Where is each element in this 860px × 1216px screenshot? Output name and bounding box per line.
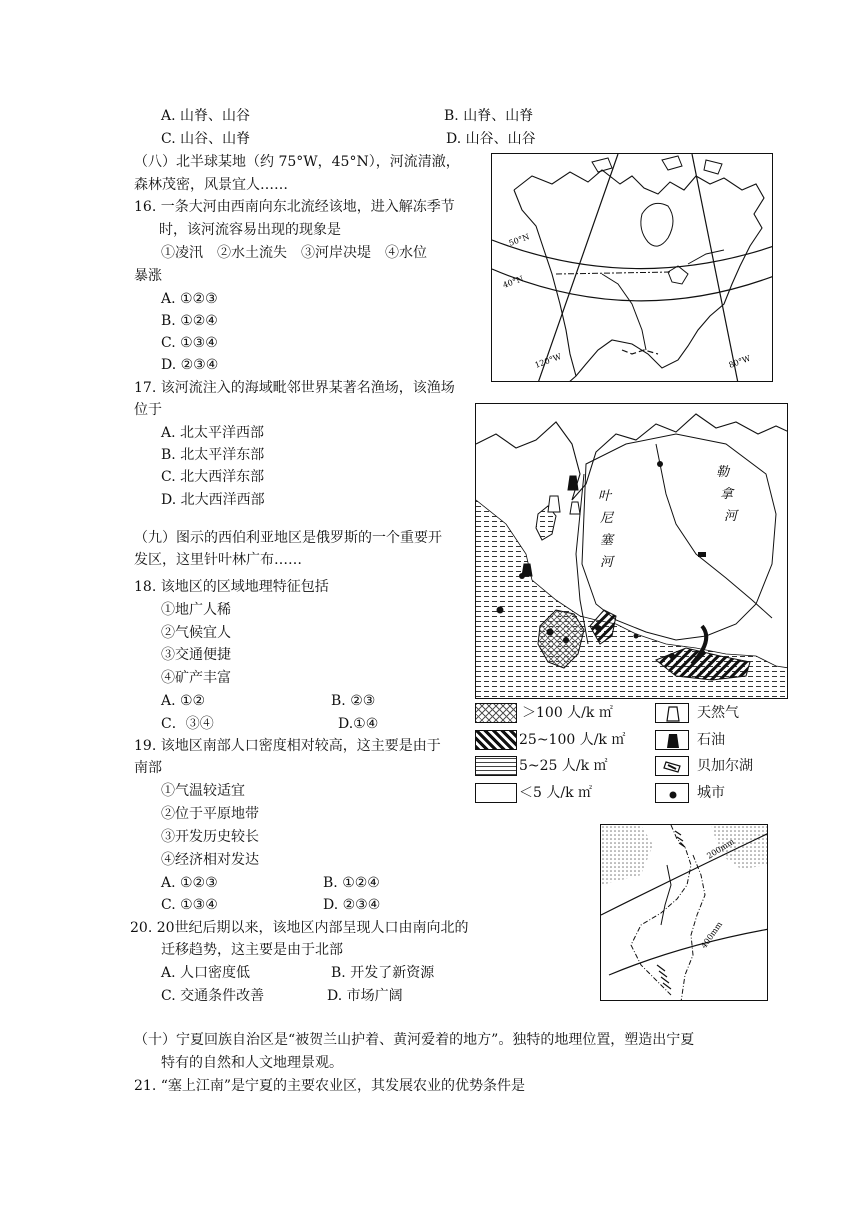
yenisei-label-1: 叶	[598, 489, 612, 504]
legend-over-100: ＞100 人/k ㎡	[522, 705, 613, 721]
q18-option-d: D.①④	[338, 716, 379, 732]
north-america-map-drawing	[492, 154, 773, 382]
q17-option-b: B. 北太平洋东部	[161, 447, 265, 463]
section8-intro: （八）北半球某地（约 75°W，45°N），河流清澈，	[134, 154, 460, 170]
option-a: A. 山脊、山谷	[161, 108, 251, 124]
lon-80-label: 80°W	[727, 353, 752, 370]
q16-option-b: B. ①②④	[161, 313, 218, 329]
legend-baikal-icon	[655, 756, 689, 776]
siberia-map	[475, 403, 788, 699]
q16-option-a: A. ①②③	[161, 291, 218, 307]
yenisei-label-2: 尼	[600, 511, 614, 526]
q16-items: ①凌汛 ②水土流失 ③河岸决堤 ④水位	[161, 245, 427, 261]
q16-stem-cont: 时，该河流容易出现的现象是	[159, 222, 341, 238]
section9-intro: （九）图示的西伯利亚地区是俄罗斯的一个重要开	[134, 530, 442, 546]
q19-item-4: ④经济相对发达	[161, 852, 259, 868]
lat-50-label: 50°N	[507, 232, 531, 248]
legend-gas: 天然气	[697, 705, 739, 721]
legend-5-25: 5~25 人/k ㎡	[519, 758, 608, 774]
option-b: B. 山脊、山脊	[444, 108, 534, 124]
legend-gas-icon	[655, 703, 689, 723]
section8-intro-cont: 森林茂密，风景宜人……	[134, 177, 288, 193]
legend-swatch-25-100	[475, 730, 517, 750]
q18-item-2: ②气候宜人	[161, 625, 231, 641]
ningxia-map	[600, 824, 768, 1001]
siberia-map-drawing	[476, 404, 788, 699]
q17-option-c: C. 北大西洋东部	[161, 469, 265, 485]
ningxia-map-drawing	[601, 825, 768, 1001]
q20-option-d: D. 市场广阔	[327, 988, 403, 1004]
isohyet-200-label: 200mm	[705, 836, 736, 861]
q16-stem: 16. 一条大河由西南向东北流经该地，进入解冻季节	[134, 199, 455, 215]
q17-stem: 17. 该河流注入的海域毗邻世界某著名渔场，该渔场	[134, 380, 455, 396]
legend-under-5: ＜5 人/k ㎡	[519, 785, 593, 801]
section10-intro: （十）宁夏回族自治区是“被贺兰山护着、黄河爱着的地方”。独特的地理位置，塑造出宁夏	[134, 1032, 695, 1048]
q20-option-b: B. 开发了新资源	[331, 965, 435, 981]
yenisei-name	[0, 0, 1, 1]
q20-option-c: C. 交通条件改善	[161, 988, 265, 1004]
q17-stem-cont: 位于	[134, 402, 162, 418]
legend-swatch-over-100	[475, 703, 517, 723]
q19-option-b: B. ①②④	[323, 875, 380, 891]
yenisei-label-4: 河	[600, 555, 614, 570]
q19-option-a: A. ①②③	[161, 875, 218, 891]
q20-stem-cont: 迁移趋势，这主要是由于北部	[161, 942, 343, 958]
q18-item-1: ①地广人稀	[161, 602, 231, 618]
q16-option-d: D. ②③④	[161, 357, 219, 373]
legend-oil-icon	[655, 730, 689, 750]
q18-option-c: C．③④	[161, 716, 214, 732]
q19-item-1: ①气温较适宜	[161, 783, 245, 799]
q19-item-3: ③开发历史较长	[161, 829, 259, 845]
lon-120-label: 120°W	[533, 352, 563, 370]
lena-label-2: 拿	[720, 487, 734, 502]
section9-intro-cont: 发区，这里针叶林广布……	[134, 552, 302, 568]
q19-item-2: ②位于平原地带	[161, 806, 259, 822]
q18-item-3: ③交通便捷	[161, 647, 231, 663]
lat-40-label: 40°N	[501, 274, 525, 290]
north-america-map	[491, 153, 773, 382]
legend-swatch-under-5	[475, 783, 517, 803]
q20-option-a: A. 人口密度低	[161, 965, 251, 981]
q18-option-a: A. ①②	[161, 693, 206, 709]
q21-stem: 21. “塞上江南”是宁夏的主要农业区，其发展农业的优势条件是	[134, 1078, 526, 1094]
q18-option-b: B. ②③	[331, 693, 376, 709]
q18-item-4: ④矿产丰富	[161, 670, 231, 686]
isohyet-400-label: 400mm	[699, 920, 725, 951]
legend-city-icon	[655, 783, 689, 803]
section10-intro-cont: 特有的自然和人文地理景观。	[161, 1055, 343, 1071]
lena-label-1: 勒	[716, 465, 730, 480]
yenisei-label-3: 塞	[600, 533, 614, 548]
q19-stem-cont: 南部	[134, 760, 162, 776]
q16-option-c: C. ①③④	[161, 335, 218, 351]
q17-option-a: A. 北太平洋西部	[161, 425, 265, 441]
legend-city: 城市	[697, 785, 725, 801]
q17-option-d: D. 北大西洋西部	[161, 492, 265, 508]
q19-stem: 19. 该地区南部人口密度相对较高，这主要是由于	[134, 738, 441, 754]
legend-baikal: 贝加尔湖	[697, 758, 753, 774]
q19-option-d: D. ②③④	[323, 897, 381, 913]
lena-label-3: 河	[724, 509, 738, 524]
option-d: D. 山谷、山谷	[446, 131, 536, 147]
q16-items-cont: 暴涨	[134, 268, 162, 284]
q19-option-c: C. ①③④	[161, 897, 218, 913]
option-c: C. 山谷、山脊	[161, 131, 251, 147]
q20-stem: 20. 20世纪后期以来，该地区内部呈现人口由南向北的	[130, 920, 469, 936]
legend-swatch-5-25	[475, 756, 517, 776]
q18-stem: 18. 该地区的区域地理特征包括	[134, 579, 329, 595]
legend-oil: 石油	[697, 732, 725, 748]
legend-25-100: 25~100 人/k ㎡	[519, 732, 626, 748]
